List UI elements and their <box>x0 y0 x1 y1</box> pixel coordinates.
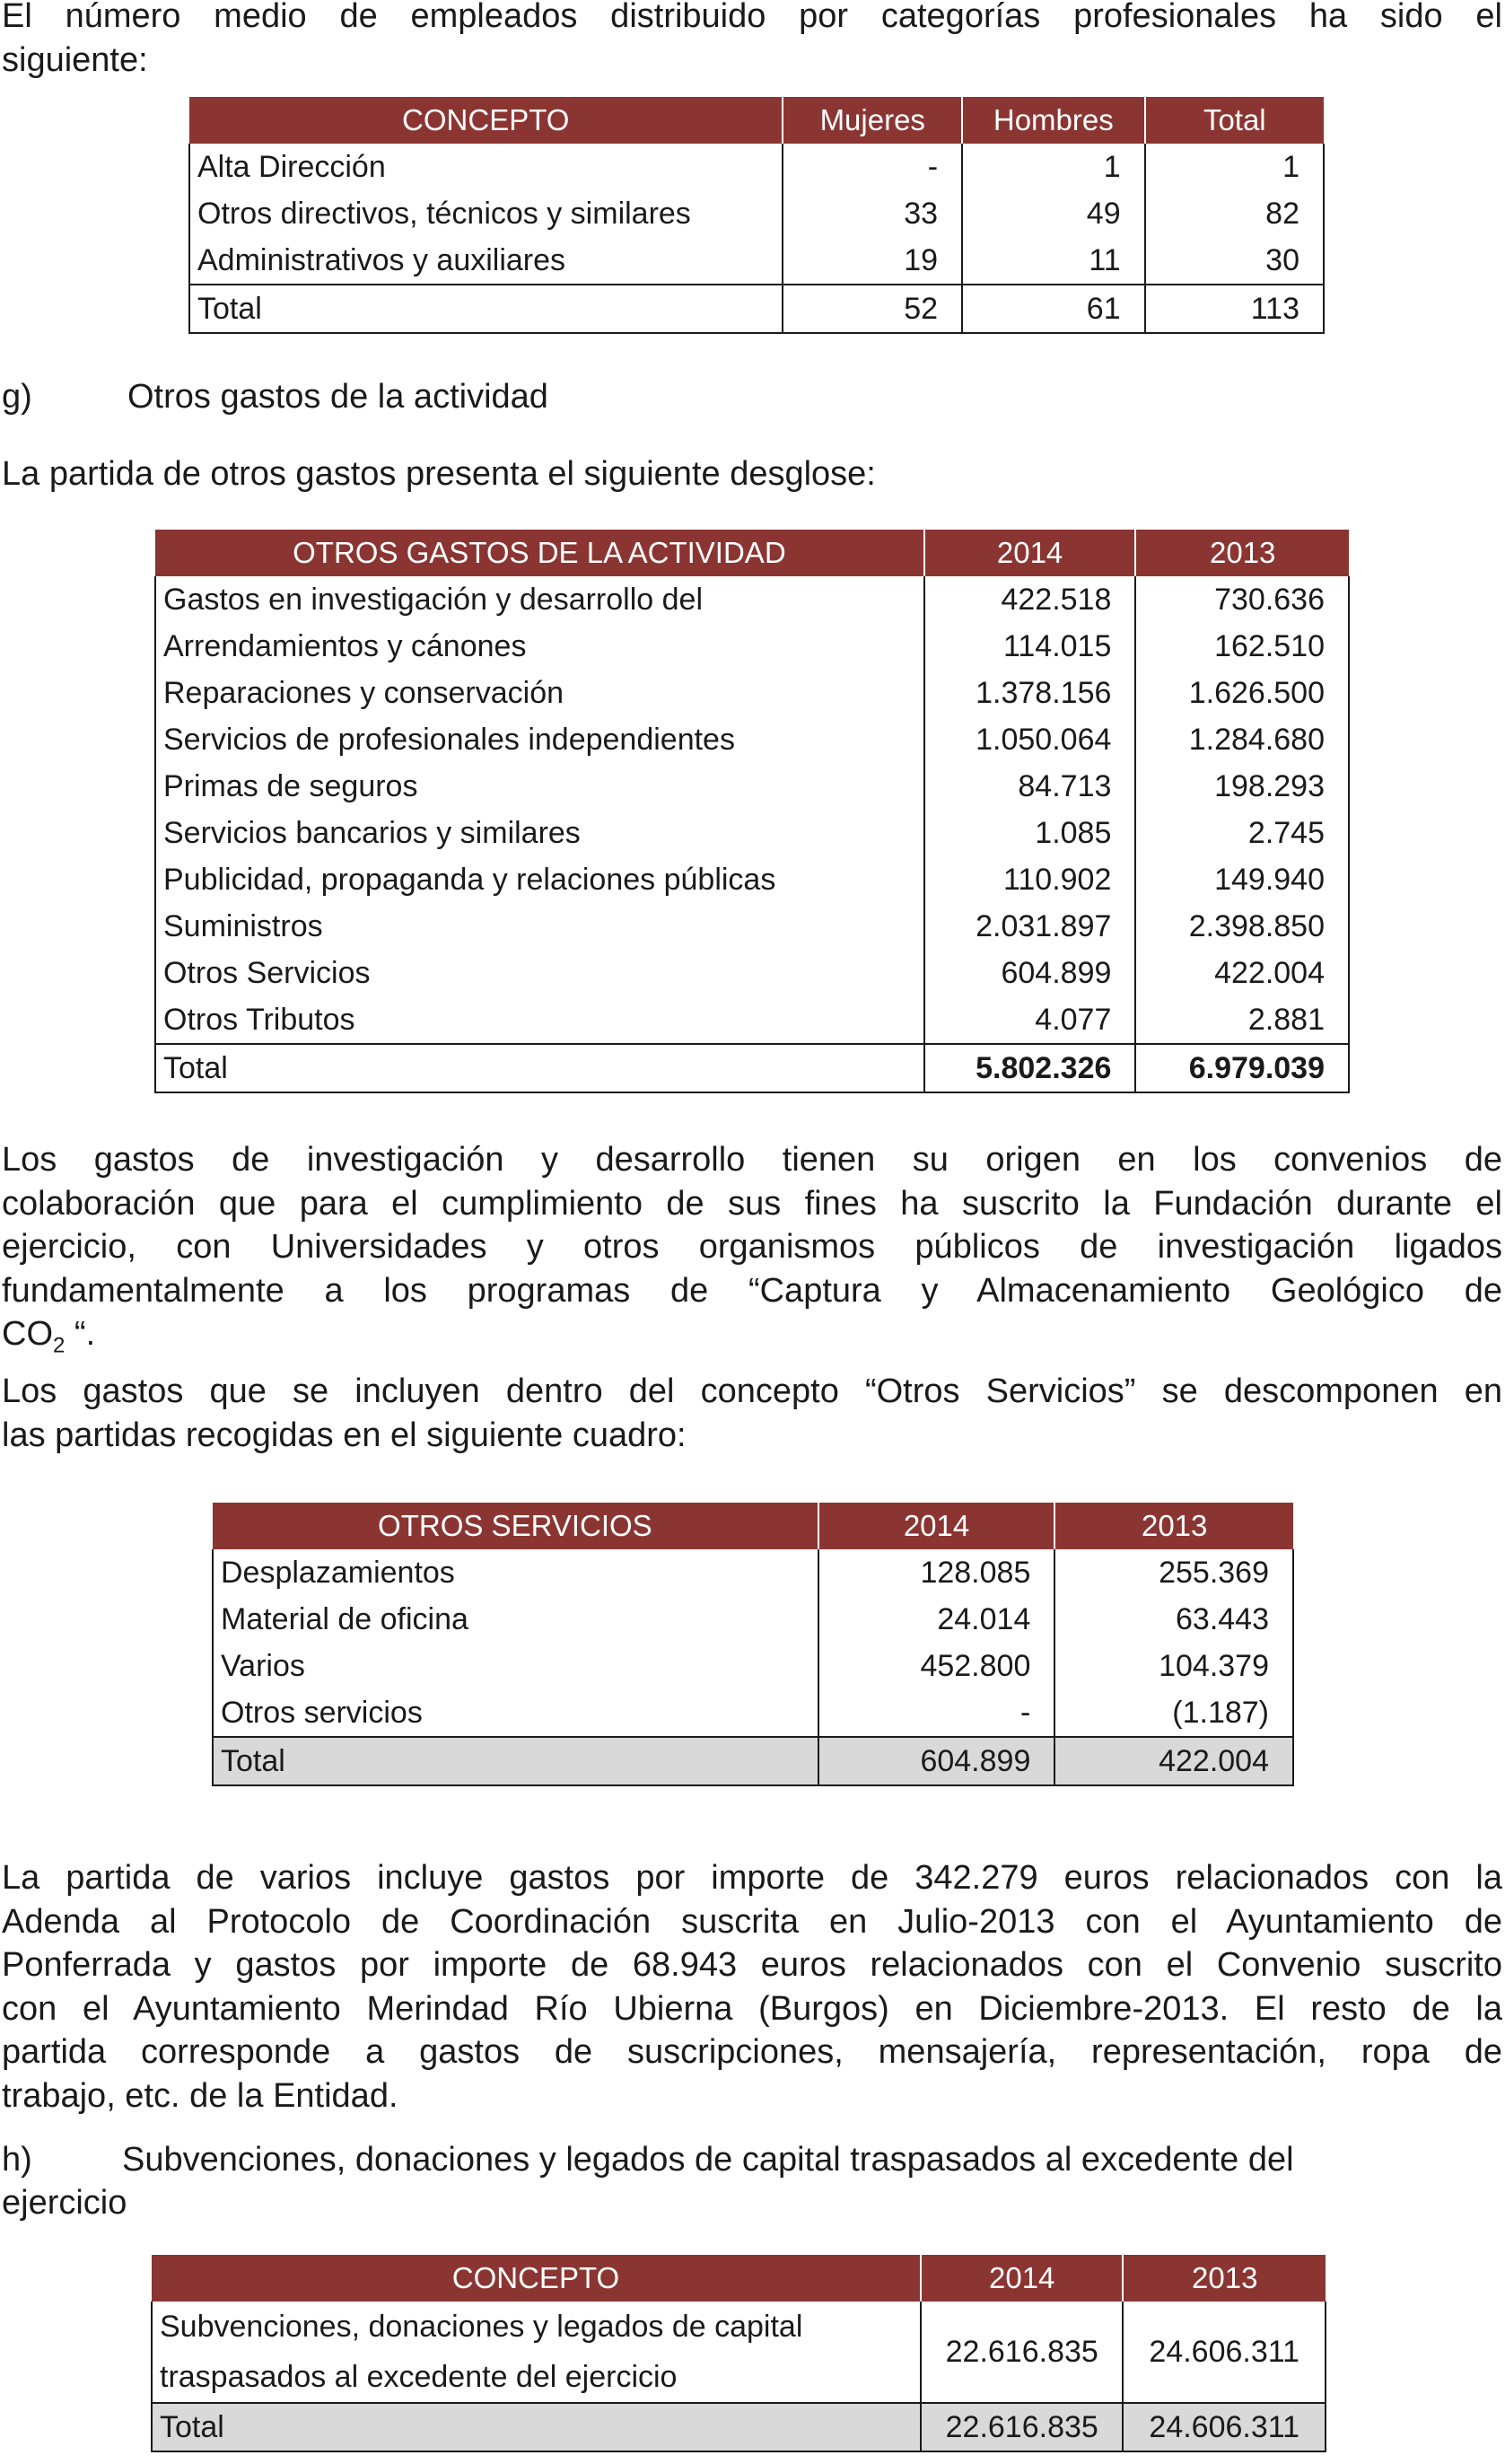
column-header: CONCEPTO <box>152 2255 921 2302</box>
table-cell-value: 1.284.680 <box>1135 716 1349 763</box>
table-cell-label: Otros Servicios <box>155 950 924 996</box>
co2-suffix: “. <box>65 1315 96 1353</box>
table-cell-value: 4.077 <box>924 996 1136 1044</box>
table-cell-value: 604.899 <box>924 950 1136 996</box>
table-cell-value: 63.443 <box>1054 1596 1293 1643</box>
other-services-paragraph <box>2 1370 1502 1457</box>
table-cell-label: Administrativos y auxiliares <box>189 237 783 285</box>
table-cell-value: 22.616.835 <box>921 2302 1124 2403</box>
grants-table <box>151 2255 1326 2452</box>
other-expenses-table <box>154 530 1350 1093</box>
table-row <box>155 670 1349 716</box>
table-row <box>155 576 1349 623</box>
column-header: 2014 <box>921 2255 1124 2302</box>
breakdown-intro-paragraph <box>2 452 1502 496</box>
table-total-row <box>213 1737 1293 1785</box>
paragraph-line: El número medio de empleados distribuido por categorías profesionales ha sido el <box>2 0 1502 35</box>
table-cell-value: 1 <box>1145 144 1324 190</box>
table-total-row <box>152 2403 1326 2451</box>
table-cell-label: Total <box>152 2403 921 2451</box>
column-header: Mujeres <box>783 97 962 144</box>
table-cell-label: Servicios de profesionales independientes <box>155 716 924 763</box>
table-cell-label: Suministros <box>155 903 924 950</box>
table-cell-value: 24.606.311 <box>1123 2302 1326 2403</box>
table-row <box>155 856 1349 903</box>
table-cell-value: 128.085 <box>818 1549 1055 1596</box>
table-cell-value: 1.378.156 <box>924 670 1136 716</box>
paragraph-line: fundamentalmente a los programas de “Captura y Almacenamiento Geológico de <box>2 1271 1502 1310</box>
table-row <box>189 190 1324 237</box>
column-header: CONCEPTO <box>189 97 783 144</box>
section-title-continued: ejercicio <box>2 2184 127 2222</box>
table-cell-label: Primas de seguros <box>155 763 924 810</box>
table-row <box>155 716 1349 763</box>
table-cell-label: Total <box>189 285 783 333</box>
section-title: Subvenciones, donaciones y legados de capital traspasados al excedente del <box>122 2141 1294 2179</box>
miscellaneous-paragraph <box>2 1856 1502 2118</box>
paragraph-line: las partidas recogidas en el siguiente cuadro: <box>2 1416 687 1454</box>
column-header: Hombres <box>962 97 1145 144</box>
table-cell-label: Otros directivos, técnicos y similares <box>189 190 783 237</box>
table-cell-label: Total <box>155 1044 924 1092</box>
table-cell-value: 61 <box>962 285 1145 333</box>
section-title: Otros gastos de la actividad <box>127 378 548 416</box>
column-header: 2014 <box>924 530 1136 576</box>
table-header-row <box>189 97 1324 144</box>
table-cell-value: 422.004 <box>1054 1737 1293 1785</box>
table-cell-value: 730.636 <box>1135 576 1349 623</box>
table-cell-value: 452.800 <box>818 1643 1055 1689</box>
table-cell-label: Publicidad, propaganda y relaciones públicas <box>155 856 924 903</box>
table-header-row <box>155 530 1349 576</box>
table-row <box>155 996 1349 1044</box>
table-cell-value: 22.616.835 <box>921 2403 1124 2451</box>
table-row <box>155 763 1349 810</box>
table-cell-label: Arrendamientos y cánones <box>155 623 924 670</box>
paragraph-line: Los gastos de investigación y desarrollo tienen su origen en los convenios de <box>2 1141 1502 1179</box>
table-row <box>189 144 1324 190</box>
paragraph-line: partida corresponde a gastos de suscripciones, mensajería, representación, ropa de <box>2 2033 1502 2071</box>
table-cell-value: 2.745 <box>1135 810 1349 856</box>
column-header: 2013 <box>1135 530 1349 576</box>
cell-text-line: Subvenciones, donaciones y legados de capital <box>160 2310 803 2344</box>
table-row <box>155 810 1349 856</box>
table-cell-value: - <box>818 1689 1055 1737</box>
table-total-row <box>189 285 1324 333</box>
table-cell-value: 24.606.311 <box>1123 2403 1326 2451</box>
cell-text-line: traspasados al excedente del ejercicio <box>160 2360 678 2394</box>
other-services-table <box>212 1503 1294 1786</box>
table-cell-value: 110.902 <box>924 856 1136 903</box>
paragraph-line: siguiente: <box>2 40 148 79</box>
table-row <box>155 950 1349 996</box>
table-cell-label: Servicios bancarios y similares <box>155 810 924 856</box>
table-cell-value: 52 <box>783 285 962 333</box>
table-header-row <box>213 1503 1293 1549</box>
table-cell-value: 6.979.039 <box>1135 1044 1349 1092</box>
paragraph-line: Los gastos que se incluyen dentro del concepto “Otros Servicios” se descomponen en <box>2 1372 1502 1410</box>
table-cell-label: Varios <box>213 1643 818 1689</box>
intro-paragraph <box>2 0 1502 82</box>
table-cell-value: (1.187) <box>1054 1689 1293 1737</box>
column-header: 2013 <box>1054 1503 1293 1549</box>
paragraph-line: con el Ayuntamiento Merindad Río Ubierna (Burgos) en Diciembre-2013. El resto de la <box>2 1989 1502 2028</box>
table-cell-value: 30 <box>1145 237 1324 285</box>
table-cell-label: Desplazamientos <box>213 1549 818 1596</box>
table-row <box>213 1689 1293 1737</box>
table-cell-label: Otros Tributos <box>155 996 924 1044</box>
column-header: Total <box>1145 97 1324 144</box>
section-letter: g) <box>2 378 32 416</box>
table-row <box>213 1643 1293 1689</box>
table-cell-label: Material de oficina <box>213 1596 818 1643</box>
table-cell-value: 1.626.500 <box>1135 670 1349 716</box>
research-paragraph <box>2 1138 1502 1368</box>
table-cell-value: 19 <box>783 237 962 285</box>
paragraph-line: La partida de varios incluye gastos por importe de 342.279 euros relacionados con la <box>2 1859 1502 1897</box>
section-g-heading <box>2 375 899 418</box>
employees-table <box>188 97 1325 334</box>
table-cell-label: Total <box>213 1737 818 1785</box>
table-cell-value: 5.802.326 <box>924 1044 1136 1092</box>
table-row <box>213 1596 1293 1643</box>
table-cell-label: Otros servicios <box>213 1689 818 1737</box>
paragraph-line: Ponferrada y gastos por importe de 68.943 euros relacionados con el Convenio suscrito <box>2 1946 1502 1984</box>
table-cell-value: 84.713 <box>924 763 1136 810</box>
section-letter: h) <box>2 2141 32 2179</box>
table-cell-value: 49 <box>962 190 1145 237</box>
table-cell-label <box>152 2302 921 2403</box>
table-cell-value: 2.398.850 <box>1135 903 1349 950</box>
table-cell-value: 255.369 <box>1054 1549 1293 1596</box>
table-cell-value: 114.015 <box>924 623 1136 670</box>
paragraph-line: La partida de otros gastos presenta el siguiente desglose: <box>2 455 876 493</box>
table-cell-label: Alta Dirección <box>189 144 783 190</box>
table-header-row <box>152 2255 1326 2302</box>
table-cell-value: 33 <box>783 190 962 237</box>
paragraph-line: trabajo, etc. de la Entidad. <box>2 2076 398 2115</box>
table-row <box>152 2302 1326 2403</box>
table-row <box>213 1549 1293 1596</box>
table-row <box>155 903 1349 950</box>
paragraph-line: colaboración que para el cumplimiento de sus fines ha suscrito la Fundación durante el <box>2 1184 1502 1223</box>
table-cell-value: 2.031.897 <box>924 903 1136 950</box>
table-cell-label: Reparaciones y conservación <box>155 670 924 716</box>
column-header: OTROS GASTOS DE LA ACTIVIDAD <box>155 530 924 576</box>
table-cell-value: 104.379 <box>1054 1643 1293 1689</box>
column-header: OTROS SERVICIOS <box>213 1503 818 1549</box>
table-cell-value: 162.510 <box>1135 623 1349 670</box>
table-cell-value: 1.050.064 <box>924 716 1136 763</box>
table-cell-value: 11 <box>962 237 1145 285</box>
paragraph-line: Adenda al Protocolo de Coordinación suscrita en Julio-2013 con el Ayuntamiento de <box>2 1902 1502 1941</box>
table-cell-value: 1.085 <box>924 810 1136 856</box>
table-cell-value: 422.004 <box>1135 950 1349 996</box>
table-cell-label: Gastos en investigación y desarrollo del <box>155 576 924 623</box>
paragraph-line: ejercicio, con Universidades y otros organismos públicos de investigación ligados <box>2 1228 1502 1266</box>
table-cell-value: 422.518 <box>924 576 1136 623</box>
co2-prefix: CO <box>2 1315 53 1353</box>
table-cell-value: 113 <box>1145 285 1324 333</box>
table-total-row <box>155 1044 1349 1092</box>
table-cell-value: 82 <box>1145 190 1324 237</box>
table-cell-value: 1 <box>962 144 1145 190</box>
paragraph-line <box>2 1312 1502 1368</box>
column-header: 2013 <box>1123 2255 1326 2302</box>
table-cell-value: 149.940 <box>1135 856 1349 903</box>
table-cell-value: - <box>783 144 962 190</box>
table-row <box>155 623 1349 670</box>
table-cell-value: 198.293 <box>1135 763 1349 810</box>
co2-subscript: 2 <box>53 1333 66 1358</box>
section-h-heading <box>2 2138 1502 2226</box>
table-cell-value: 2.881 <box>1135 996 1349 1044</box>
table-cell-value: 24.014 <box>818 1596 1055 1643</box>
table-cell-value: 604.899 <box>818 1737 1055 1785</box>
column-header: 2014 <box>818 1503 1055 1549</box>
table-row <box>189 237 1324 285</box>
